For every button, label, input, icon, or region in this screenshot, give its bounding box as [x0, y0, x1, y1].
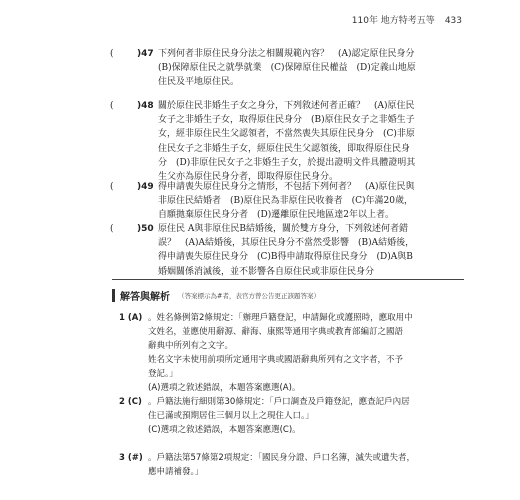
answer-blank: (: [110, 49, 114, 59]
answer-blank: (: [110, 224, 114, 234]
answer-explanation: 。姓名條例第2條規定：「辦理戶籍登記，申請歸化或護照時，應取用中 文姓名，並應使用辭源、辭海、康熙等通用字典或教育部編訂之國語 辭典中所列有之文字。 姓名文字未使用前項所定通用字典或國語辭典所列有之文字者，不予 登記。」 (A)選項之敘述錯誤，本題答案應選(A)。: [148, 313, 413, 393]
question-49: [110, 180, 460, 223]
question-number: )49: [137, 182, 154, 192]
question-47: [110, 47, 460, 90]
section-marker: [112, 289, 115, 302]
question-text: 關於原住民非婚生子女之身分，下列敘述何者正確？ (A)原住民 女子之非婚生子女，取得原住民身分 (B)原住民女子之非婚生子 女，經非原住民生父認領者，不當然喪失其原住民身分 (C)非原 住民女子之非婚生子女，經原住民生父認領後，即取得原住民身 分 (D)非原住民女子之非婚生子女，於提出證明文件具體證明其 生父亦為原住民身分者，即取得原住民身分。: [158, 101, 416, 183]
exam-title: 110年 地方特考五等: [351, 16, 435, 26]
question-50: [110, 222, 460, 279]
answer-blank: (: [110, 182, 114, 192]
question-number: )47: [137, 49, 154, 59]
answer-explanation: 。戶籍法第57條第2項規定：「國民身分證、戶口名簿，滅失或遺失者， 應申請補發。」: [148, 453, 415, 477]
question-text: 下列何者非原住民身分法之相關規範內容？ (A)認定原住民身分 (B)保障原住民之就學就業 (C)保障原住民權益 (D)定義山地原 住民及平地原住民。: [158, 49, 416, 88]
page-number: 433: [444, 16, 462, 26]
answer-tag: 3 (#): [119, 453, 143, 463]
question-number: )50: [137, 224, 154, 234]
question-text: 得申請喪失原住民身分之情形，不包括下列何者？ (A)原住民與 非原住民結婚者 (B)原住民為非原住民收養者 (C)年滿20歲， 自願拋棄原住民身分者 (D)遷離原住民地區達2年以上者。: [158, 182, 415, 221]
question-text: 原住民 A與非原住民B結婚後，關於雙方身分，下列敘述何者錯 誤？ (A)A結婚後，其原住民身分不當然受影響 (B)A結婚後， 得申請喪失原住民身分 (C)B得申請取得原住民身分 (D)A與B 婚姻關係消滅後，並不影響各自原住民或非原住民身分: [158, 224, 415, 277]
question-number: )48: [137, 101, 154, 111]
answer-explanation: 。戶籍法施行細則第30條規定：「戶口調查及戶籍登記，應查記戶內居 住已滿或預期居住三個月以上之現住人口。」 (C)選項之敘述錯誤，本題答案應選(C)。: [148, 397, 410, 435]
question-48: [110, 99, 460, 184]
answer-3: [119, 451, 464, 479]
answer-1: [119, 311, 464, 395]
answers-section-header: [112, 288, 464, 303]
answer-2: [119, 395, 464, 437]
answers-title: 解答與解析: [120, 292, 170, 303]
answer-tag: 1 (A): [119, 313, 143, 323]
section-divider: [112, 279, 464, 280]
answer-blank: (: [110, 101, 114, 111]
page-header: [0, 13, 462, 26]
answer-tag: 2 (C): [119, 397, 142, 407]
answers-note: （答案標示為#者，表官方曾公告更正該題答案）: [178, 292, 320, 300]
